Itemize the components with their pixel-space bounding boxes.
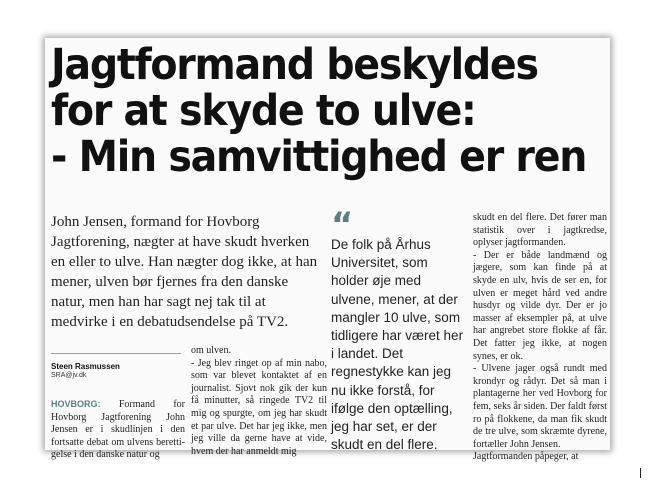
headline <box>51 40 587 182</box>
pull-quote-text: De folk på Århus Universitet, som holder øje med ulvene, mener, at der mangler 10 ulve, som tidligere har været her i landet. Det regnestykke kan jeg nu ikke forstå, for ifølge den optælling, jeg har set, er der skudt en del flere. <box>331 237 464 453</box>
author-name: Steen Rasmussen <box>51 362 120 371</box>
dateline-kicker: HOVBORG: <box>51 399 101 409</box>
author-email: SRA@jv.dk <box>51 372 87 379</box>
newspaper-clipping <box>45 38 610 463</box>
quote-mark-icon: “ <box>331 205 354 245</box>
article-column-4 <box>473 212 607 464</box>
column-4-text: skudt en del flere. Det fører man statistik over i jagtkredse, oplyser jagtformanden. - Der er både landmænd og jægere, som kan finde på at skyde en ulv, hvis de ser en, for ulven er meget hård ved andre husdyr og vilde dyr. Der er jo masser af eksempler på, at ulve har angrebet store flokke af får. Det fatter jeg ikke, at nogen synes, er ok. - Ulvene jager også rundt med krondyr og rådyr. Det så man i plantagerne her ved Hovborg for fem, seks år siden. Der faldt først ro på flokkene, da man fik skudt de tre ulve, som skræmte dyrene, fortæller John Jensen. Jagtformanden påpeger, at <box>473 212 607 463</box>
article-column-2 <box>191 345 327 458</box>
column-1-text: Formand for Hovborg Jagtforening John Jensen er i skudlinjen i den fortsatte debat om ulvens berettigelse i den danske natur og <box>51 399 185 461</box>
headline-line-3: - Min samvittighed er ren <box>51 132 587 182</box>
article-column-1 <box>51 398 185 462</box>
pull-quote <box>331 205 467 454</box>
headline-line-2: for at skyde to ulve: <box>51 86 476 136</box>
byline <box>51 353 181 379</box>
cursor-mark <box>640 468 641 478</box>
lede-paragraph: John Jensen, formand for Hovborg Jagtforening, nægter at have skudt hverken en eller to ulve. Han nægter dog ikke, at han mener, ulven bør fjernes fra den danske natur, men han har sagt nej tak til at medvirke i en debatudsendelse på TV2. <box>51 214 318 330</box>
column-2-text: om ulven. - Jeg blev ringet op af min nabo, som var blevet kontaktet af en journalist. Sjovt nok gik der kun få minutter, så ringede TV2 til mig og spurgte, om jeg har skudt et par ulve. Det har jeg ikke, men jeg ville da gerne have at vide, hvem der har anmeldt mig <box>191 345 327 457</box>
headline-line-1: Jagtformand beskyldes <box>51 40 538 90</box>
